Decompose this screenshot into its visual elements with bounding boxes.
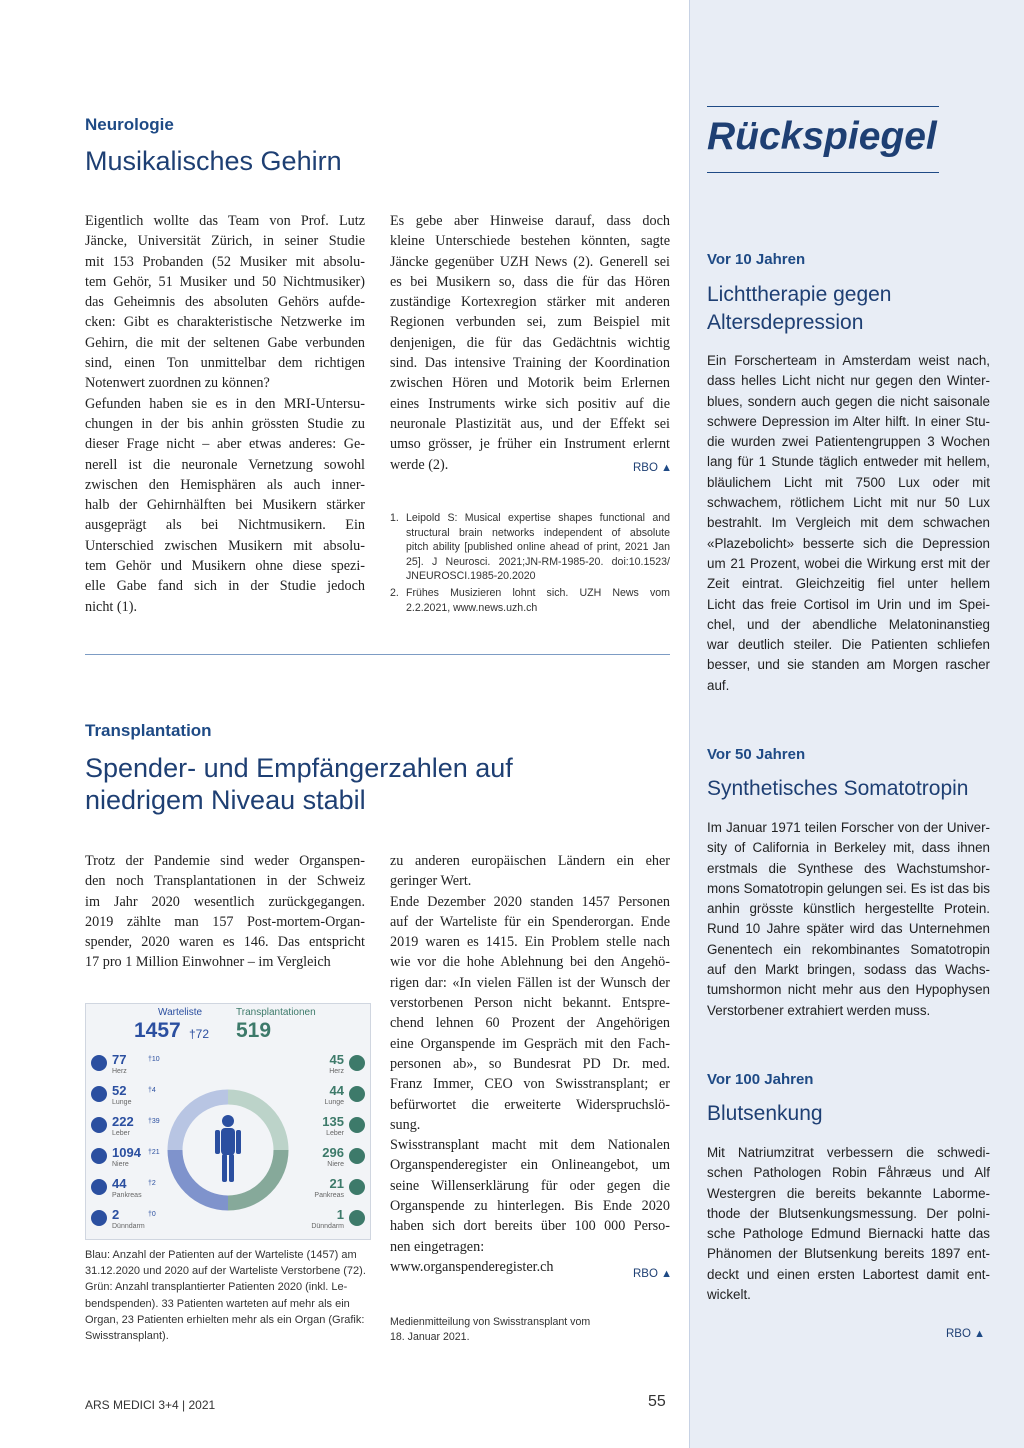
organ-label-left: Niere bbox=[112, 1161, 129, 1168]
article2-kicker: Transplantation bbox=[85, 721, 212, 740]
sidebar-title-rule-bottom bbox=[707, 172, 939, 173]
text-line: besser, und sie standen am Morgen rascher bbox=[707, 657, 990, 673]
organ-transplant-count: 45 bbox=[329, 1052, 344, 1067]
footnote-line: 25]. J Neurosci. 2021;JN-RM-1985-20. doi:10.1523/ bbox=[406, 555, 670, 568]
sidebar-kicker-10: Vor 10 Jahren bbox=[707, 251, 806, 268]
text-line: zwischen Hören und Motorik beim Erlernen bbox=[390, 375, 670, 392]
organ-waitlist-count: 1094 bbox=[112, 1145, 141, 1160]
text-line: cken: Gibt es charakteristische Netzwerke im bbox=[85, 314, 365, 331]
article1-kicker: Neurologie bbox=[85, 115, 174, 134]
text-line: tem Gehör und Musikern ohne diese spezi- bbox=[85, 558, 365, 575]
waitlist-ring-light bbox=[175, 1097, 228, 1150]
text-line: es bei Musikern so, dass die für das Hören bbox=[390, 273, 670, 290]
sidebar-title: Rückspiegel bbox=[707, 115, 937, 158]
headline-line: niedrigem Niveau stabil bbox=[85, 785, 366, 815]
text-line: www.organspenderegister.ch bbox=[390, 1258, 554, 1275]
organ-transplant-count: 44 bbox=[329, 1083, 344, 1098]
headline-line: Blutsenkung bbox=[707, 1102, 823, 1125]
article2-col1 bbox=[85, 851, 365, 973]
organ-waitlist-icon bbox=[91, 1148, 107, 1164]
organ-waitlist-icon bbox=[91, 1055, 107, 1071]
text-line: deckt und einen ersten Labortest damit ent- bbox=[707, 1266, 990, 1282]
text-line: Rund 10 Jahre später wird das Unternehmen bbox=[707, 921, 990, 937]
organ-waitlist-died: †0 bbox=[148, 1211, 156, 1218]
organ-label-right: Pankreas bbox=[314, 1192, 344, 1199]
text-line: mit 153 Probanden (52 Musiker mit absolu- bbox=[85, 253, 365, 270]
organ-waitlist-died: †2 bbox=[148, 1180, 156, 1187]
text-line: rigen dar: «In vielen Fällen ist der Wunsch der bbox=[390, 974, 670, 991]
footnote-line: Frühes Musizieren lohnt sich. UZH News vom bbox=[406, 586, 670, 599]
organ-waitlist-icon bbox=[91, 1117, 107, 1133]
text-line: Organspende zu hinterlegen. Bis Ende 2020 bbox=[390, 1198, 670, 1215]
text-line: schwachem, rötlichem Licht mit nur 50 Lux bbox=[707, 495, 990, 511]
text-line: Unterschied zwischen Musikern mit absolu- bbox=[85, 537, 365, 554]
text-line: Eigentlich wollte das Team von Prof. Lutz bbox=[85, 213, 365, 229]
page-number: 55 bbox=[648, 1393, 666, 1410]
organ-transplant-icon bbox=[349, 1148, 365, 1164]
organ-label-right: Leber bbox=[326, 1130, 344, 1137]
text-line: um 21 Prozent, wobei die Wirkung erst mit der bbox=[707, 555, 990, 571]
headline-line: Synthetisches Somatotropin bbox=[707, 777, 969, 800]
footnote-number: 1. bbox=[390, 512, 399, 524]
rbo-text: RBO bbox=[633, 462, 658, 474]
organ-transplant-icon bbox=[349, 1179, 365, 1195]
article2-rbo bbox=[633, 1268, 672, 1280]
text-line: war deutlich steiler. Die Patienten schliefen bbox=[707, 637, 990, 653]
text-line: 17 pro 1 Million Einwohner – im Vergleich bbox=[85, 954, 331, 971]
text-line: wickelt. bbox=[707, 1287, 751, 1303]
text-line: erstmals die Synthese des Wachstumshor- bbox=[707, 860, 990, 876]
caption-line: Grün: Anzahl transplantierter Patienten 2020 (inkl. Le- bbox=[85, 1281, 348, 1294]
caption-line: Swisstransplant). bbox=[85, 1330, 169, 1343]
text-line: Jäncke gegenüber UZH News (2). Generell sei bbox=[390, 253, 670, 270]
text-line: elle Gabe fand sich in der Studie jedoch bbox=[85, 578, 365, 595]
organ-waitlist-died: †39 bbox=[148, 1118, 160, 1125]
waitlist-label: Warteliste bbox=[158, 1007, 203, 1018]
text-line: dass helles Licht nicht nur gegen den Winter- bbox=[707, 373, 990, 389]
organ-label-right: Lunge bbox=[324, 1099, 344, 1106]
text-line: Es gebe aber Hinweise darauf, dass doch bbox=[390, 213, 670, 229]
text-line: Genentech ein rekombinantes Somatotropin bbox=[707, 941, 990, 957]
footer-journal: ARS MEDICI 3+4 | 2021 bbox=[85, 1398, 216, 1412]
rbo-text: RBO bbox=[946, 1328, 971, 1340]
sidebar-title-rule-top bbox=[707, 106, 939, 107]
triangle-icon: ▲ bbox=[974, 1328, 986, 1340]
text-line: bläulichem Licht mit 7500 Lux oder mit bbox=[707, 474, 990, 490]
article-divider bbox=[85, 654, 670, 655]
text-line: Mit Natriumzitrat verbessern die schwedi- bbox=[707, 1145, 990, 1160]
organ-label-right: Herz bbox=[329, 1068, 344, 1075]
text-line: kleine Unterschiede bestehen könnten, sagte bbox=[390, 233, 670, 250]
article1-col1 bbox=[85, 211, 365, 617]
text-line: anhin grösste künstlich hergestellte Protein. bbox=[707, 901, 990, 917]
organ-label-left: Leber bbox=[112, 1130, 130, 1137]
source-line: Medienmitteilung von Swisstransplant vom bbox=[390, 1316, 591, 1328]
text-line: Verstorbener extrahiert werden muss. bbox=[707, 1002, 931, 1018]
triangle-icon: ▲ bbox=[661, 462, 673, 474]
caption-line: bendspenden). 33 Patienten warteten auf mehr als ein bbox=[85, 1297, 350, 1310]
text-line: Gefunden haben sie es in den MRI-Untersu- bbox=[85, 395, 365, 412]
text-line: neuronale Plastizität aus, und der Effekt sei bbox=[390, 415, 670, 432]
text-line: Gehirn, die mit der seltenen Gabe verbunden bbox=[85, 334, 365, 351]
headline-line: Altersdepression bbox=[707, 311, 864, 334]
text-line: seine Willenserklärung für oder gegen die bbox=[390, 1177, 670, 1194]
footnote-line: Leipold S: Musical expertise shapes functional and bbox=[406, 512, 670, 524]
organ-waitlist-died: †4 bbox=[148, 1087, 156, 1094]
text-line: Westergren die bereits bekannte Laborme- bbox=[707, 1185, 990, 1201]
headline-line: Lichttherapie gegen bbox=[707, 283, 892, 306]
text-line: eines Instruments wirke sich positiv auf die bbox=[390, 395, 670, 412]
text-line: auf der Warteliste für ein Spenderorgan. Ende bbox=[390, 913, 670, 930]
text-line: mons Somatotropin gelungen sei. Es ist das bis bbox=[707, 880, 990, 896]
text-line: haben sich dort bereits über 100 000 Perso- bbox=[390, 1218, 670, 1235]
text-line: auf den Markt bringen, sodass das Wachs- bbox=[707, 962, 990, 978]
text-line: Notenwert zuordnen zu können? bbox=[85, 375, 270, 392]
sidebar-headline-50 bbox=[707, 775, 990, 803]
text-line: Licht das freie Cortisol im Urin und im Spei- bbox=[707, 596, 990, 612]
article1-col2 bbox=[390, 211, 673, 475]
organ-waitlist-count: 222 bbox=[112, 1114, 134, 1129]
organ-label-right: Niere bbox=[327, 1161, 344, 1168]
text-line: halb der Gehirnhälften bei Musikern stärker bbox=[85, 497, 365, 514]
transplant-ring bbox=[228, 1150, 281, 1203]
transplant-label: Transplantationen bbox=[236, 1007, 316, 1018]
text-line: wie vor die hohe Ablehnung bei den Angehö- bbox=[390, 954, 670, 971]
footnote-line: JNEUROSCI.1985-20.2020 bbox=[406, 570, 536, 583]
organ-waitlist-count: 2 bbox=[112, 1207, 120, 1222]
text-line: sung. bbox=[390, 1116, 421, 1133]
organ-transplant-count: 21 bbox=[329, 1176, 344, 1191]
text-line: dieser Frage nicht – aber etwas anderes: Ge- bbox=[85, 436, 365, 453]
organ-transplant-icon bbox=[349, 1210, 365, 1226]
text-line: chend lehnen 60 Prozent der Angehörigen bbox=[390, 1015, 670, 1032]
article1-footnotes bbox=[390, 511, 670, 617]
organ-waitlist-icon bbox=[91, 1210, 107, 1226]
transplant-infographic bbox=[85, 1003, 371, 1240]
text-line: zwischen den Hemisphären als auch inner- bbox=[85, 476, 365, 493]
organ-waitlist-count: 52 bbox=[112, 1083, 127, 1098]
text-line: auf. bbox=[707, 677, 730, 693]
sidebar-kicker-50: Vor 50 Jahren bbox=[707, 746, 806, 763]
footnote-line: pitch ability [published online ahead of print, 2021 Jan bbox=[406, 541, 670, 554]
text-line: tumshormon nicht mehr aus den Hypophysen bbox=[707, 982, 990, 998]
source-line: 18. Januar 2021. bbox=[390, 1330, 470, 1343]
text-line: chungen in der bis anhin grössten Studie zu bbox=[85, 415, 365, 432]
waitlist-died: †72 bbox=[189, 1027, 210, 1041]
infographic-caption bbox=[85, 1247, 369, 1344]
text-line: eine Organspende im Gespräch mit den Fach- bbox=[390, 1035, 670, 1052]
text-line: nen eingetragen: bbox=[390, 1238, 485, 1255]
text-line: nicht (1). bbox=[85, 598, 138, 615]
organ-waitlist-died: †10 bbox=[148, 1056, 160, 1063]
headline-line: Spender- und Empfängerzahlen auf bbox=[85, 753, 513, 783]
text-line: Zeit eintrat. Gleichzeitig fiel unter hellem bbox=[707, 576, 990, 592]
organ-label-left: Herz bbox=[112, 1068, 127, 1075]
text-line: Im Januar 1971 teilen Forscher von der Univer- bbox=[707, 820, 990, 835]
article1-rbo bbox=[633, 462, 672, 474]
footnote-line: structural brain networks independent of absolute bbox=[406, 526, 670, 539]
text-line: Trotz der Pandemie sind weder Organspen- bbox=[85, 853, 365, 869]
text-line: sind, einen Ton unmittelbar dem richtigen bbox=[85, 355, 365, 372]
text-line: sity of California in Berkeley mit, dass ihnen bbox=[707, 840, 990, 856]
sidebar-body-100 bbox=[707, 1143, 990, 1305]
sidebar-kicker-100: Vor 100 Jahren bbox=[707, 1071, 814, 1088]
organ-transplant-count: 1 bbox=[336, 1207, 344, 1222]
sidebar-headline-100 bbox=[707, 1100, 990, 1128]
text-line: 2019 waren es 1415. Ein Problem stelle nach bbox=[390, 934, 670, 951]
text-line: den noch Transplantationen in der Schweiz bbox=[85, 873, 365, 890]
footnote-number: 2. bbox=[390, 586, 399, 599]
text-line: geringer Wert. bbox=[390, 873, 472, 890]
text-line: befürwortet die erweiterte Widerspruchslö- bbox=[390, 1096, 670, 1113]
sidebar-headline-10 bbox=[707, 281, 987, 337]
text-line: im Jahr 2020 wesentlich zurückgegangen. bbox=[85, 893, 365, 910]
text-line: die wurden zwei Patientengruppen 3 Wochen bbox=[707, 434, 990, 450]
organ-waitlist-died: †21 bbox=[148, 1149, 160, 1156]
text-line: tem Gehör, 51 Musiker und 50 Nichtmusiker) bbox=[85, 273, 365, 290]
text-line: «Plazebolicht» besserte sich die Depression bbox=[707, 535, 990, 551]
text-line: personen ab», so Bundesrat PD Dr. med. bbox=[390, 1055, 670, 1072]
organ-label-left: Lunge bbox=[112, 1099, 132, 1106]
text-line: bestrahlt. Im Vergleich mit dem schwachen bbox=[707, 515, 990, 531]
text-line: sind. Das intensive Training der Koordination bbox=[390, 355, 670, 372]
text-line: Organspenderegister ein Onlineangebot, um bbox=[390, 1157, 670, 1174]
caption-line: 31.12.2020 und 2020 auf der Warteliste Verstorbene (72). bbox=[85, 1265, 366, 1278]
body-figure-icon bbox=[215, 1115, 241, 1182]
organ-transplant-count: 135 bbox=[322, 1114, 344, 1129]
footnote bbox=[390, 511, 670, 584]
article2-col2 bbox=[390, 851, 670, 1277]
text-line: nerell ist die neuronale Vernetzung sowohl bbox=[85, 456, 365, 473]
organ-waitlist-count: 44 bbox=[112, 1176, 127, 1191]
organ-transplant-count: 296 bbox=[322, 1145, 344, 1160]
text-line: lang für 1 Stunde täglich entweder mit hellem, bbox=[707, 454, 990, 470]
text-line: thode der Blutsenkungsmessung. Der polni- bbox=[707, 1205, 990, 1221]
caption-line: Organ, 23 Patienten erhielten mehr als ein Organ (Grafik: bbox=[85, 1313, 365, 1326]
text-line: zuständige Kortexregion stärker mit anderen bbox=[390, 294, 670, 311]
text-line: umso grösser, je früher ein Instrument erlernt bbox=[390, 436, 670, 453]
footnote-line: 2.2.2021, www.news.uzh.ch bbox=[406, 601, 538, 614]
text-line: schen Pathologen Robin Fåhræus und Alf bbox=[707, 1165, 990, 1181]
text-line: werde (2). bbox=[390, 456, 449, 473]
text-line: Jäncke, Universität Zürich, in seiner Studie bbox=[85, 233, 365, 250]
organ-transplant-icon bbox=[349, 1117, 365, 1133]
organ-transplant-icon bbox=[349, 1086, 365, 1102]
text-line: Swisstransplant macht mit dem Nationalen bbox=[390, 1137, 670, 1154]
rbo-text: RBO bbox=[633, 1268, 658, 1280]
text-line: Franz Immer, CEO von Swisstransplant; er bbox=[390, 1076, 670, 1093]
transplant-ring-light bbox=[228, 1097, 281, 1150]
sidebar-rbo bbox=[946, 1328, 985, 1340]
organ-label-right: Dünndarm bbox=[311, 1223, 344, 1230]
text-line: sche Pathologe Edmund Biernacki hatte das bbox=[707, 1226, 990, 1242]
article1-title: Musikalisches Gehirn bbox=[85, 146, 342, 176]
waitlist-total: 1457 bbox=[134, 1019, 181, 1042]
footnote bbox=[390, 586, 670, 615]
organ-waitlist-count: 77 bbox=[112, 1052, 127, 1067]
sidebar-body-50 bbox=[707, 818, 990, 1021]
article2-source bbox=[390, 1315, 670, 1344]
article2-title bbox=[85, 752, 670, 816]
text-line: ausgeprägt als bei Nichtmusikern. Ein bbox=[85, 517, 365, 534]
triangle-icon: ▲ bbox=[661, 1268, 673, 1280]
text-line: Phänomen der Blutsenkung bereits 1897 ent- bbox=[707, 1246, 990, 1262]
text-line: blues, sondern auch gegen die nicht saisonale bbox=[707, 393, 990, 409]
text-line: 2019 zählte man 157 Post-mortem-Organ- bbox=[85, 913, 365, 930]
text-line: spender, 2020 waren es 146. Das entspricht bbox=[85, 934, 365, 951]
organ-label-left: Pankreas bbox=[112, 1192, 142, 1199]
text-line: chel, und der abendliche Melatoninanstieg bbox=[707, 616, 990, 632]
transplant-total: 519 bbox=[236, 1019, 272, 1042]
organ-waitlist-icon bbox=[91, 1179, 107, 1195]
text-line: Ein Forscherteam in Amsterdam weist nach, bbox=[707, 353, 990, 368]
organ-transplant-icon bbox=[349, 1055, 365, 1071]
text-line: denjenigen, die für das Gedächtnis wichtig bbox=[390, 334, 670, 351]
waitlist-ring bbox=[175, 1150, 228, 1203]
text-line: verstorbenen Person nicht bekannt. Entspre- bbox=[390, 995, 670, 1012]
text-line: das Geheimnis des absoluten Gehörs aufde- bbox=[85, 294, 365, 311]
text-line: Regionen verbunden sei, zum Beispiel mit bbox=[390, 314, 670, 331]
text-line: schwere Depression im Alter hilft. In einer Stu- bbox=[707, 413, 990, 429]
organ-waitlist-icon bbox=[91, 1086, 107, 1102]
organ-label-left: Dünndarm bbox=[112, 1223, 145, 1230]
text-line: Ende Dezember 2020 standen 1457 Personen bbox=[390, 893, 670, 910]
caption-line: Blau: Anzahl der Patienten auf der Warteliste (1457) am bbox=[85, 1249, 357, 1261]
text-line: zu anderen europäischen Ländern ein eher bbox=[390, 853, 670, 869]
sidebar-body-10 bbox=[707, 351, 990, 696]
